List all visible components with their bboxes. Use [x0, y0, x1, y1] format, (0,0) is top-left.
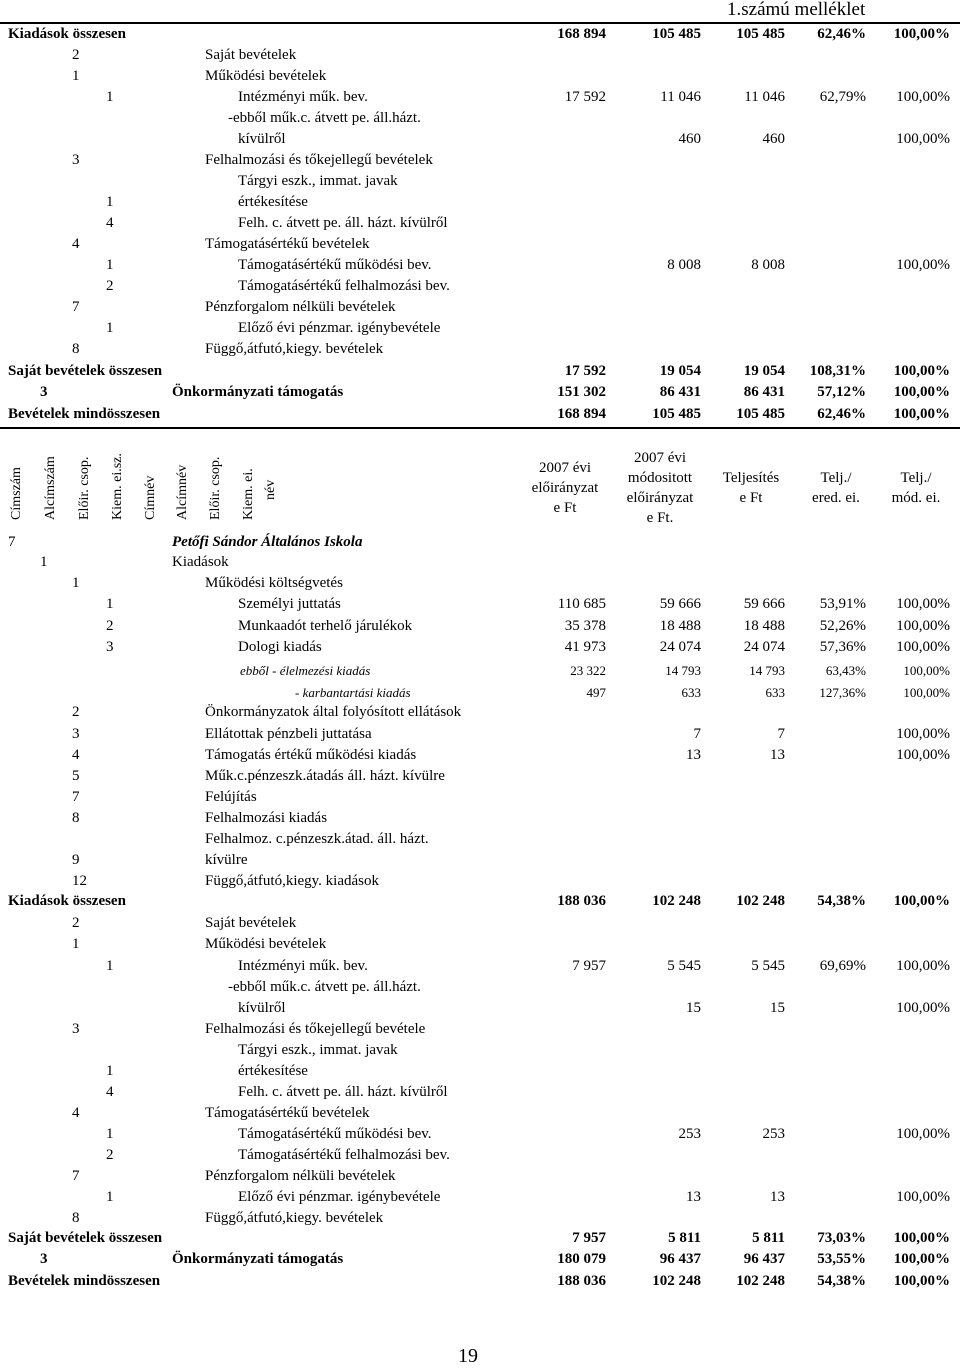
row-value-c4: 73,03%	[817, 1230, 866, 1246]
row-code: 1	[106, 958, 114, 974]
row-value-c1: 7 957	[572, 958, 606, 974]
row-label: -ebből műk.c. átvett pe. áll.házt.	[228, 110, 421, 126]
row-value-c1: 168 894	[557, 26, 606, 42]
row-value-c1: 110 685	[557, 596, 606, 612]
header-line: Teljesítés	[722, 470, 780, 486]
row-value-c3: 59 666	[743, 596, 785, 612]
header-telj-ered	[796, 468, 876, 508]
row-value-c2: 59 666	[659, 596, 701, 612]
row-value-c1: 188 036	[557, 893, 606, 909]
row-value-c2: 86 431	[659, 384, 701, 400]
row-value-c3: 102 248	[736, 1273, 785, 1289]
row-label: Előző évi pénzmar. igénybevétele	[238, 1189, 441, 1205]
row-label: ebből - élelmezési kiadás	[240, 663, 371, 678]
row-value-c4: 57,12%	[817, 384, 866, 400]
row-value-c2: 18 488	[659, 618, 701, 634]
row-label: Intézményi műk. bev.	[238, 89, 368, 105]
row-value-c3: 24 074	[743, 639, 785, 655]
row-label: Felhalmozási és tőkejellegű bevételek	[205, 152, 433, 168]
header-line: Telj./	[820, 470, 852, 486]
row-value-c2: 633	[681, 685, 701, 700]
row-code: 3	[106, 639, 114, 655]
row-value-c5: 100,00%	[896, 1189, 950, 1205]
row-value-c5: 100,00%	[896, 958, 950, 974]
row-label: Támogatásértékű felhalmozási bev.	[238, 278, 450, 294]
row-value-c5: 100,00%	[893, 26, 950, 42]
row-label: Munkaadót terhelő járulékok	[238, 618, 413, 634]
row-label: Támogatásértékű bevételek	[205, 1105, 370, 1121]
row-label: kívülre	[205, 852, 248, 868]
row-label: Felhalmozási kiadás	[205, 810, 328, 826]
row-label: Intézményi műk. bev.	[238, 958, 368, 974]
row-label: Tárgyi eszk., immat. javak	[238, 1042, 398, 1058]
row-value-c4: 69,69%	[819, 958, 866, 974]
row-label: Dologi kiadás	[238, 639, 322, 655]
row-label: Pénzforgalom nélküli bevételek	[205, 1168, 396, 1184]
header-cimszam: Címszám	[9, 467, 24, 520]
header-alcimszam: Alcímszám	[43, 456, 58, 520]
row-value-c4: 62,46%	[817, 26, 866, 42]
row-label: Személyi juttatás	[238, 596, 341, 612]
row-label: Ellátottak pénzbeli juttatása	[205, 726, 372, 742]
row-label: kívülről	[238, 1000, 286, 1016]
row-label: Támogatás értékű működési kiadás	[205, 747, 417, 763]
row-label: Felújítás	[205, 789, 257, 805]
row-value-c5: 100,00%	[896, 1126, 950, 1142]
row-value-c5: 100,00%	[896, 1000, 950, 1016]
row-value-c1: 497	[586, 685, 606, 700]
header-kiem-ei-sz: Kiem. ei.sz.	[110, 453, 125, 520]
row-value-c3: 15	[770, 1000, 785, 1016]
row-value-c2: 105 485	[652, 26, 701, 42]
row-value-c3: 5 545	[751, 958, 785, 974]
row-value-c1: 35 378	[564, 618, 606, 634]
row-code: 3	[40, 384, 48, 400]
row-value-c5: 100,00%	[903, 685, 950, 700]
row-label: Kiadások összesen	[8, 26, 126, 42]
row-label: Működési bevételek	[205, 936, 327, 952]
row-value-c5: 100,00%	[896, 747, 950, 763]
row-value-c5: 100,00%	[896, 726, 950, 742]
page-number: 19	[458, 1345, 478, 1367]
row-label: Kiadások	[172, 554, 229, 570]
attachment-label: 1.számú melléklet	[727, 0, 866, 20]
row-value-c1: 17 592	[564, 89, 606, 105]
row-value-c5: 100,00%	[896, 89, 950, 105]
institution-name: Petőfi Sándor Általános Iskola	[172, 534, 363, 550]
header-modositott	[612, 448, 708, 528]
header-teljesites	[710, 468, 792, 508]
header-eloir-csop-1: Előir. csop.	[77, 456, 92, 520]
header-line: mód. ei.	[891, 490, 941, 506]
row-label: Működési költségvetés	[205, 575, 343, 591]
row-value-c3: 105 485	[736, 406, 785, 422]
row-code: 1	[106, 596, 114, 612]
row-value-c5: 100,00%	[893, 1230, 950, 1246]
section-rule	[0, 427, 960, 429]
row-value-c3: 8 008	[751, 257, 785, 273]
row-label: -ebből műk.c. átvett pe. áll.házt.	[228, 979, 421, 995]
header-line: e Ft.	[646, 510, 674, 526]
row-value-c5: 100,00%	[893, 1251, 950, 1267]
row-code: 7	[72, 1168, 80, 1184]
row-label: Kiadások összesen	[8, 893, 126, 909]
row-value-c1: 168 894	[557, 406, 606, 422]
row-value-c3: 460	[762, 131, 785, 147]
row-code: 7	[72, 299, 80, 315]
header-line: módositott	[627, 470, 693, 486]
header-line: ered. ei.	[812, 490, 860, 506]
row-value-c3: 96 437	[743, 1251, 785, 1267]
header-line: előirányzat	[531, 480, 599, 496]
row-code: 1	[72, 936, 80, 952]
row-value-c3: 5 811	[752, 1230, 785, 1246]
row-value-c3: 13	[770, 1189, 785, 1205]
row-value-c2: 11 046	[660, 89, 701, 105]
row-label: Saját bevételek összesen	[8, 363, 163, 379]
row-value-c4: 53,91%	[819, 596, 866, 612]
row-value-c3: 19 054	[743, 363, 785, 379]
header-line: előirányzat	[626, 490, 694, 506]
row-value-c2: 102 248	[652, 893, 701, 909]
top-rule	[0, 22, 960, 24]
row-value-c5: 100,00%	[896, 131, 950, 147]
row-label: Támogatásértékű bevételek	[205, 236, 370, 252]
row-code: 2	[72, 915, 80, 931]
row-value-c4: 108,31%	[809, 363, 866, 379]
row-value-c1: 41 973	[564, 639, 606, 655]
row-value-c3: 633	[765, 685, 785, 700]
row-value-c3: 253	[762, 1126, 785, 1142]
row-value-c3: 14 793	[749, 663, 785, 678]
row-value-c4: 54,38%	[817, 1273, 866, 1289]
row-value-c5: 100,00%	[896, 618, 950, 634]
row-code: 3	[40, 1251, 48, 1267]
row-value-c3: 102 248	[736, 893, 785, 909]
row-code: 8	[72, 1210, 80, 1226]
row-label: Önkormányzati támogatás	[172, 384, 344, 400]
row-code: 3	[72, 726, 80, 742]
header-nev: név	[263, 479, 278, 500]
row-label: Előző évi pénzmar. igénybevétele	[238, 320, 441, 336]
row-code: 1	[40, 554, 48, 570]
row-label: értékesítése	[238, 194, 308, 210]
header-kiem-ei: Kiem. ei.	[241, 468, 256, 520]
row-code: 1	[106, 89, 114, 105]
row-label: Saját bevételek	[205, 47, 297, 63]
row-value-c4: 62,79%	[819, 89, 866, 105]
row-value-c4: 127,36%	[819, 685, 866, 700]
row-code: 2	[106, 1147, 114, 1163]
row-value-c5: 100,00%	[896, 257, 950, 273]
row-label: Tárgyi eszk., immat. javak	[238, 173, 398, 189]
row-value-c2: 105 485	[652, 406, 701, 422]
row-value-c2: 5 811	[668, 1230, 701, 1246]
row-value-c2: 8 008	[667, 257, 701, 273]
row-value-c5: 100,00%	[896, 596, 950, 612]
row-value-c2: 460	[678, 131, 701, 147]
row-value-c1: 180 079	[557, 1251, 606, 1267]
institution-number: 7	[8, 534, 16, 550]
row-label: Felhalmoz. c.pénzeszk.átad. áll. házt.	[205, 831, 429, 847]
row-code: 2	[72, 704, 80, 720]
row-value-c2: 24 074	[659, 639, 701, 655]
row-value-c1: 151 302	[557, 384, 606, 400]
row-label: Saját bevételek	[205, 915, 297, 931]
row-code: 4	[72, 236, 80, 252]
row-value-c5: 100,00%	[893, 893, 950, 909]
row-code: 1	[106, 257, 114, 273]
header-eloiranyzat	[518, 458, 612, 518]
row-value-c1: 23 322	[570, 663, 606, 678]
row-value-c4: 52,26%	[819, 618, 866, 634]
row-value-c1: 188 036	[557, 1273, 606, 1289]
row-value-c5: 100,00%	[893, 406, 950, 422]
row-label: Támogatásértékű működési bev.	[238, 1126, 432, 1142]
row-code: 4	[72, 747, 80, 763]
header-line: 2007 évi	[538, 460, 592, 476]
row-code: 2	[106, 618, 114, 634]
row-code: 4	[106, 215, 114, 231]
row-code: 3	[72, 1021, 80, 1037]
header-line: Telj./	[900, 470, 932, 486]
row-value-c2: 253	[678, 1126, 701, 1142]
row-code: 1	[106, 194, 114, 210]
header-eloir-csop-2: Előir. csop.	[208, 456, 223, 520]
header-line: e Ft	[739, 490, 763, 506]
row-value-c3: 13	[770, 747, 785, 763]
row-value-c3: 105 485	[736, 26, 785, 42]
row-value-c2: 14 793	[665, 663, 701, 678]
row-value-c4: 54,38%	[817, 893, 866, 909]
row-label: Függő,átfutó,kiegy. bevételek	[205, 1210, 384, 1226]
row-code: 4	[106, 1084, 114, 1100]
row-code: 8	[72, 810, 80, 826]
row-value-c2: 102 248	[652, 1273, 701, 1289]
row-value-c1: 17 592	[564, 363, 606, 379]
row-value-c2: 7	[693, 726, 701, 742]
row-value-c3: 11 046	[744, 89, 785, 105]
row-value-c3: 86 431	[743, 384, 785, 400]
row-code: 1	[72, 68, 80, 84]
row-value-c2: 13	[686, 747, 701, 763]
row-value-c4: 63,43%	[825, 663, 866, 678]
row-value-c1: 7 957	[572, 1230, 606, 1246]
row-value-c2: 96 437	[659, 1251, 701, 1267]
row-label: Függő,átfutó,kiegy. kiadások	[205, 873, 380, 889]
header-cimnev: Címnév	[143, 475, 158, 520]
row-code: 2	[72, 47, 80, 63]
row-value-c2: 13	[686, 1189, 701, 1205]
row-label: Felh. c. átvett pe. áll. házt. kívülről	[238, 1084, 448, 1100]
row-label: Bevételek mindösszesen	[8, 1273, 161, 1289]
row-label: Önkormányzati támogatás	[172, 1251, 344, 1267]
header-telj-mod	[876, 468, 956, 508]
row-value-c2: 15	[686, 1000, 701, 1016]
row-label: Működési bevételek	[205, 68, 327, 84]
row-value-c4: 62,46%	[817, 406, 866, 422]
row-code: 8	[72, 341, 80, 357]
row-label: Saját bevételek összesen	[8, 1230, 163, 1246]
header-line: 2007 évi	[633, 450, 687, 466]
row-code: 5	[72, 768, 80, 784]
row-label: értékesítése	[238, 1063, 308, 1079]
row-code: 12	[72, 873, 87, 889]
row-code: 1	[106, 1189, 114, 1205]
row-code: 7	[72, 789, 80, 805]
row-label: Műk.c.pénzeszk.átadás áll. házt. kívülre	[205, 768, 445, 784]
row-code: 2	[106, 278, 114, 294]
row-value-c2: 5 545	[667, 958, 701, 974]
row-label: Önkormányzatok által folyósított ellátások	[205, 704, 462, 720]
row-label: Támogatásértékű működési bev.	[238, 257, 432, 273]
row-label: Felhalmozási és tőkejellegű bevétele	[205, 1021, 426, 1037]
row-label: Függő,átfutó,kiegy. bevételek	[205, 341, 384, 357]
row-code: 1	[106, 1063, 114, 1079]
row-code: 4	[72, 1105, 80, 1121]
row-value-c5: 100,00%	[896, 639, 950, 655]
row-value-c4: 57,36%	[819, 639, 866, 655]
row-code: 1	[106, 1126, 114, 1142]
row-value-c2: 19 054	[659, 363, 701, 379]
header-alcimnev: Alcímnév	[175, 464, 190, 520]
row-value-c3: 18 488	[743, 618, 785, 634]
row-code: 9	[72, 852, 80, 868]
header-line: e Ft	[553, 500, 577, 516]
row-label: kívülről	[238, 131, 286, 147]
row-value-c3: 7	[777, 726, 785, 742]
row-code: 1	[72, 575, 80, 591]
row-code: 3	[72, 152, 80, 168]
row-value-c4: 53,55%	[817, 1251, 866, 1267]
row-value-c5: 100,00%	[893, 1273, 950, 1289]
row-label: Felh. c. átvett pe. áll. házt. kívülről	[238, 215, 448, 231]
row-label: Támogatásértékű felhalmozási bev.	[238, 1147, 450, 1163]
row-label: - karbantartási kiadás	[295, 685, 411, 700]
row-label: Pénzforgalom nélküli bevételek	[205, 299, 396, 315]
row-value-c5: 100,00%	[893, 363, 950, 379]
row-value-c5: 100,00%	[903, 663, 950, 678]
row-label: Bevételek mindösszesen	[8, 406, 161, 422]
row-value-c5: 100,00%	[893, 384, 950, 400]
row-code: 1	[106, 320, 114, 336]
